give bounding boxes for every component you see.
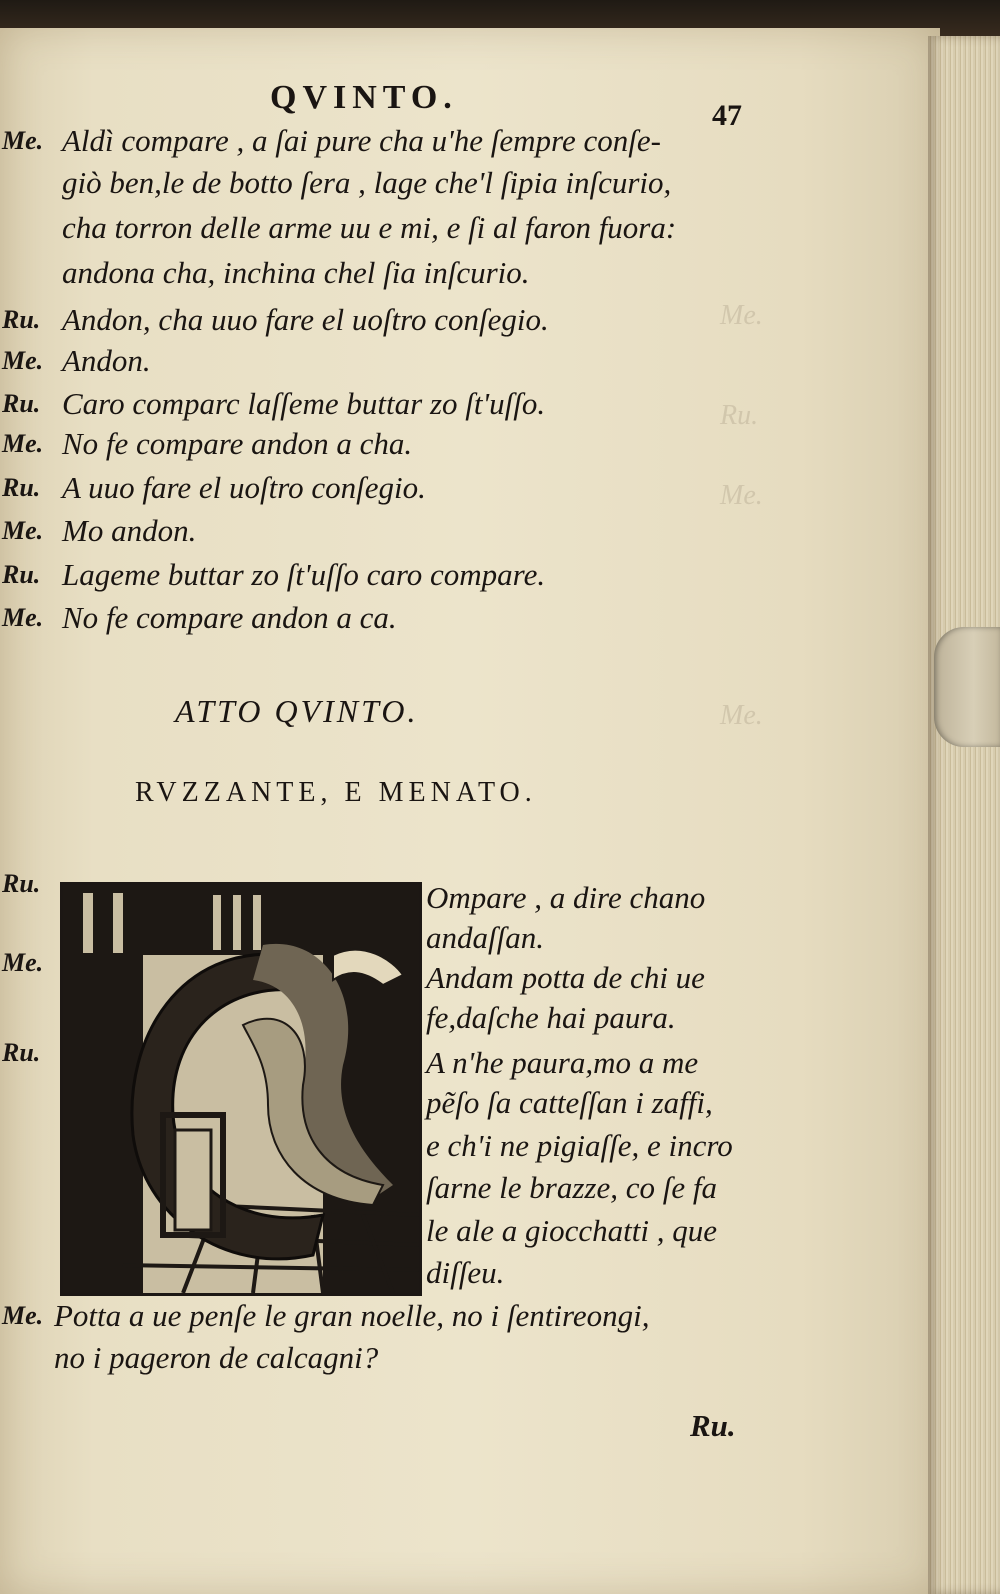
speaker-label: Ru. bbox=[2, 389, 41, 418]
dialogue-line: Ompare , a dire chano bbox=[426, 880, 706, 915]
dialogue-line: Aldì compare , a ſai pure cha u'he ſempre conſe- bbox=[62, 123, 661, 158]
speaker-label: Ru. bbox=[2, 1038, 41, 1067]
dialogue-line: Andam potta de chi ue bbox=[426, 960, 705, 995]
speaker-label: Me. bbox=[2, 948, 44, 977]
show-through-text: Me. bbox=[720, 300, 763, 331]
dialogue-line: Andon, cha uuo fare el uoſtro conſegio. bbox=[62, 302, 549, 337]
dialogue-line: le ale a giocchatti , que bbox=[426, 1213, 717, 1248]
speaker-label: Me. bbox=[2, 1301, 44, 1330]
speaker-label: Ru. bbox=[2, 305, 41, 334]
speaker-label: Ru. bbox=[2, 560, 41, 589]
show-through-text: Ru. bbox=[720, 400, 759, 431]
decorated-initial-woodcut-icon bbox=[60, 882, 422, 1296]
characters-heading: RVZZANTE, E MENATO. bbox=[135, 777, 537, 808]
page-edges bbox=[928, 36, 1000, 1594]
dialogue-line: andaſſan. bbox=[426, 920, 544, 955]
speaker-label: Me. bbox=[2, 126, 44, 155]
dialogue-line: Lageme buttar zo ſt'uſſo caro compare. bbox=[62, 557, 546, 592]
dialogue-line: Potta a ue penſe le gran noelle, no i ſentireongi, bbox=[54, 1298, 650, 1333]
dialogue-line: Caro comparc laſſeme buttar zo ſt'uſſo. bbox=[62, 386, 546, 421]
speaker-label: Me. bbox=[2, 429, 44, 458]
dialogue-line: cha torron delle arme uu e mi, e ſi al faron fuora: bbox=[62, 210, 677, 245]
book-clasp bbox=[934, 627, 1000, 747]
running-title: QVINTO. bbox=[270, 79, 458, 116]
speaker-label: Me. bbox=[2, 346, 44, 375]
dialogue-line: No fe compare andon a cha. bbox=[62, 426, 413, 461]
act-heading: ATTO QVINTO. bbox=[175, 693, 419, 729]
dialogue-line: fe,daſche hai paura. bbox=[426, 1000, 676, 1035]
speaker-label: Me. bbox=[2, 516, 44, 545]
dialogue-line: Mo andon. bbox=[62, 513, 197, 548]
dialogue-line: Andon. bbox=[62, 343, 151, 378]
dialogue-line: giò ben,le de botto ſera , lage che'l ſipia inſcurio, bbox=[62, 165, 672, 200]
dialogue-line: No fe compare andon a ca. bbox=[62, 600, 397, 635]
speaker-label: Me. bbox=[2, 603, 44, 632]
dialogue-line: diſſeu. bbox=[426, 1255, 505, 1290]
dialogue-line: andona cha, inchina chel ſia inſcurio. bbox=[62, 255, 530, 290]
dialogue-line: no i pageron de calcagni? bbox=[54, 1340, 379, 1375]
dialogue-line: A uuo fare el uoſtro conſegio. bbox=[62, 470, 426, 505]
dialogue-line: ſarne le brazze, co ſe fa bbox=[426, 1170, 718, 1205]
show-through-text: Me. bbox=[720, 480, 763, 511]
speaker-label: Ru. bbox=[2, 473, 41, 502]
speaker-label: Ru. bbox=[2, 869, 41, 898]
catchword: Ru. bbox=[690, 1408, 736, 1443]
page-number: 47 bbox=[712, 99, 742, 132]
show-through-text: Me. bbox=[720, 700, 763, 731]
dialogue-line: A n'he paura,mo a me bbox=[426, 1045, 699, 1080]
dialogue-line: e ch'i ne pigiaſſe, e incro bbox=[426, 1128, 733, 1163]
dialogue-line: pẽſo ſa catteſſan i zaffi, bbox=[426, 1085, 713, 1120]
